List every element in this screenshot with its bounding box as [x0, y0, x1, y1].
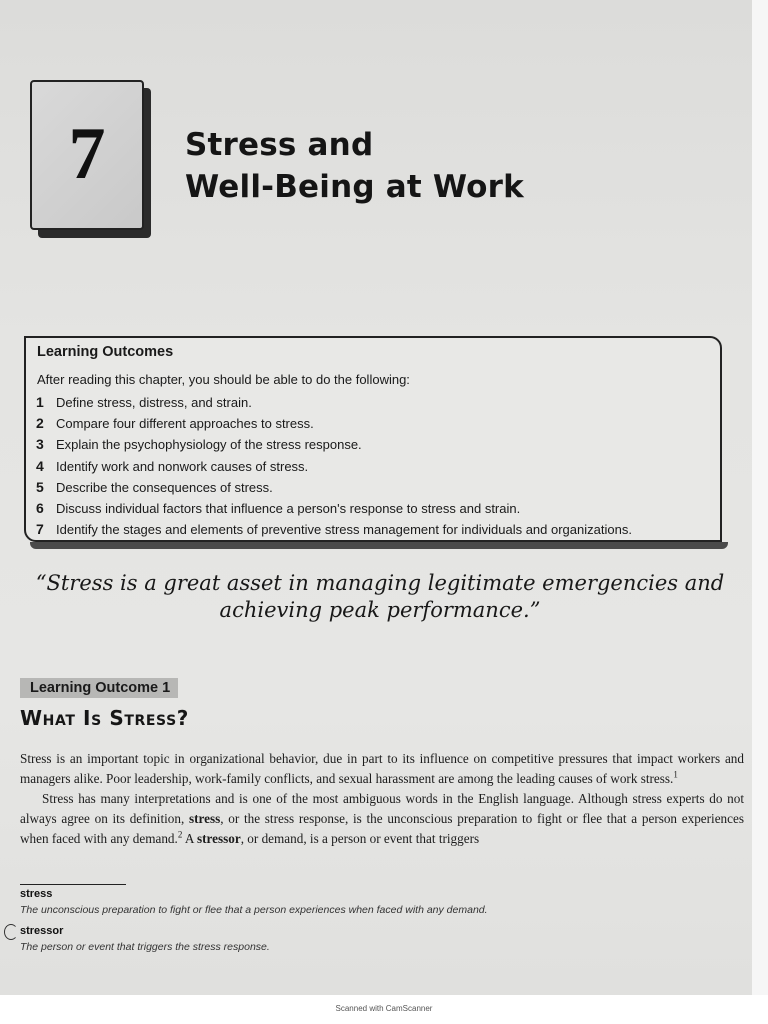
paragraph-text: , or demand, is a person or event that triggers: [240, 831, 480, 846]
outcome-number: 2: [36, 415, 44, 432]
learning-outcomes-list: [36, 393, 632, 541]
footnote-ref: 2: [177, 829, 183, 840]
chapter-title-line2: Well-Being at Work: [185, 169, 524, 205]
chapter-number: 7: [68, 113, 106, 195]
outcome-text: Discuss individual factors that influence a person's response to stress and strain.: [56, 500, 521, 516]
paragraph-text: Stress has many interpretations and is one of the most ambiguous words in the English language. Although stress experts do not always agree on its definition,: [20, 791, 744, 826]
list-item: [36, 520, 632, 541]
paragraph-text: Stress is an important topic in organizational behavior, due in part to its influence on competitive pressures that impact workers and managers alike. Poor leadership, work-family conflicts, and sexual harassment are among the leading causes of work stress.: [20, 751, 744, 786]
list-item: [36, 414, 632, 435]
list-item: [36, 478, 632, 499]
glossary-term: stressor: [20, 925, 64, 937]
paragraph-text: A: [182, 831, 197, 846]
list-item: [36, 393, 632, 414]
outcome-number: 6: [36, 499, 44, 516]
paragraph: [20, 749, 744, 789]
page-edge: [752, 0, 768, 995]
quote-line2: achieving peak performance.”: [219, 598, 541, 622]
chapter-title-line1: Stress and: [185, 127, 374, 163]
glossary-definition: The person or event that triggers the stress response.: [20, 941, 270, 953]
outcome-number: 4: [36, 457, 44, 474]
chapter-title: [185, 124, 524, 208]
paragraph: [20, 789, 744, 849]
outcome-text: Describe the consequences of stress.: [56, 479, 273, 495]
learning-outcomes-box: [24, 336, 722, 542]
key-term: stressor: [197, 831, 241, 846]
glossary-definition: The unconscious preparation to fight or flee that a person experiences when faced with any demand.: [20, 904, 488, 916]
body-text: [20, 749, 744, 849]
outcome-text: Identify the stages and elements of preventive stress management for individuals and organizations.: [56, 522, 632, 538]
outcome-number: 1: [36, 394, 44, 410]
footnote-ref: 1: [673, 769, 678, 780]
learning-outcomes-intro: After reading this chapter, you should be able to do the following:: [37, 372, 410, 387]
learning-outcomes-heading: Learning Outcomes: [37, 344, 174, 360]
pen-mark: [4, 924, 18, 940]
outcome-number: 3: [36, 436, 44, 453]
section-title: What Is Stress?: [20, 706, 189, 730]
outcome-number: 5: [36, 478, 44, 495]
outcome-number: 7: [36, 521, 44, 538]
key-term: stress: [188, 811, 221, 826]
paragraph-text: , or the stress response, is the unconscious preparation to fight or flee that a person experiences when faced with any demand.: [20, 811, 744, 846]
glossary-divider: [20, 884, 126, 885]
list-item: [36, 457, 632, 478]
chapter-number-box: [30, 80, 144, 230]
outcome-text: Explain the psychophysiology of the stress response.: [56, 437, 362, 453]
chapter-quote: [30, 570, 730, 624]
list-item: [36, 499, 632, 520]
glossary-term: stress: [20, 888, 53, 900]
list-item: [36, 435, 632, 456]
outcome-text: Define stress, distress, and strain.: [56, 395, 252, 410]
learning-outcome-tag: Learning Outcome 1: [20, 678, 178, 698]
outcome-text: Identify work and nonwork causes of stress.: [56, 458, 309, 474]
scanner-watermark: Scanned with CamScanner: [335, 1004, 433, 1013]
quote-line1: “Stress is a great asset in managing legitimate emergencies and: [35, 571, 725, 595]
outcome-text: Compare four different approaches to stress.: [56, 416, 314, 432]
